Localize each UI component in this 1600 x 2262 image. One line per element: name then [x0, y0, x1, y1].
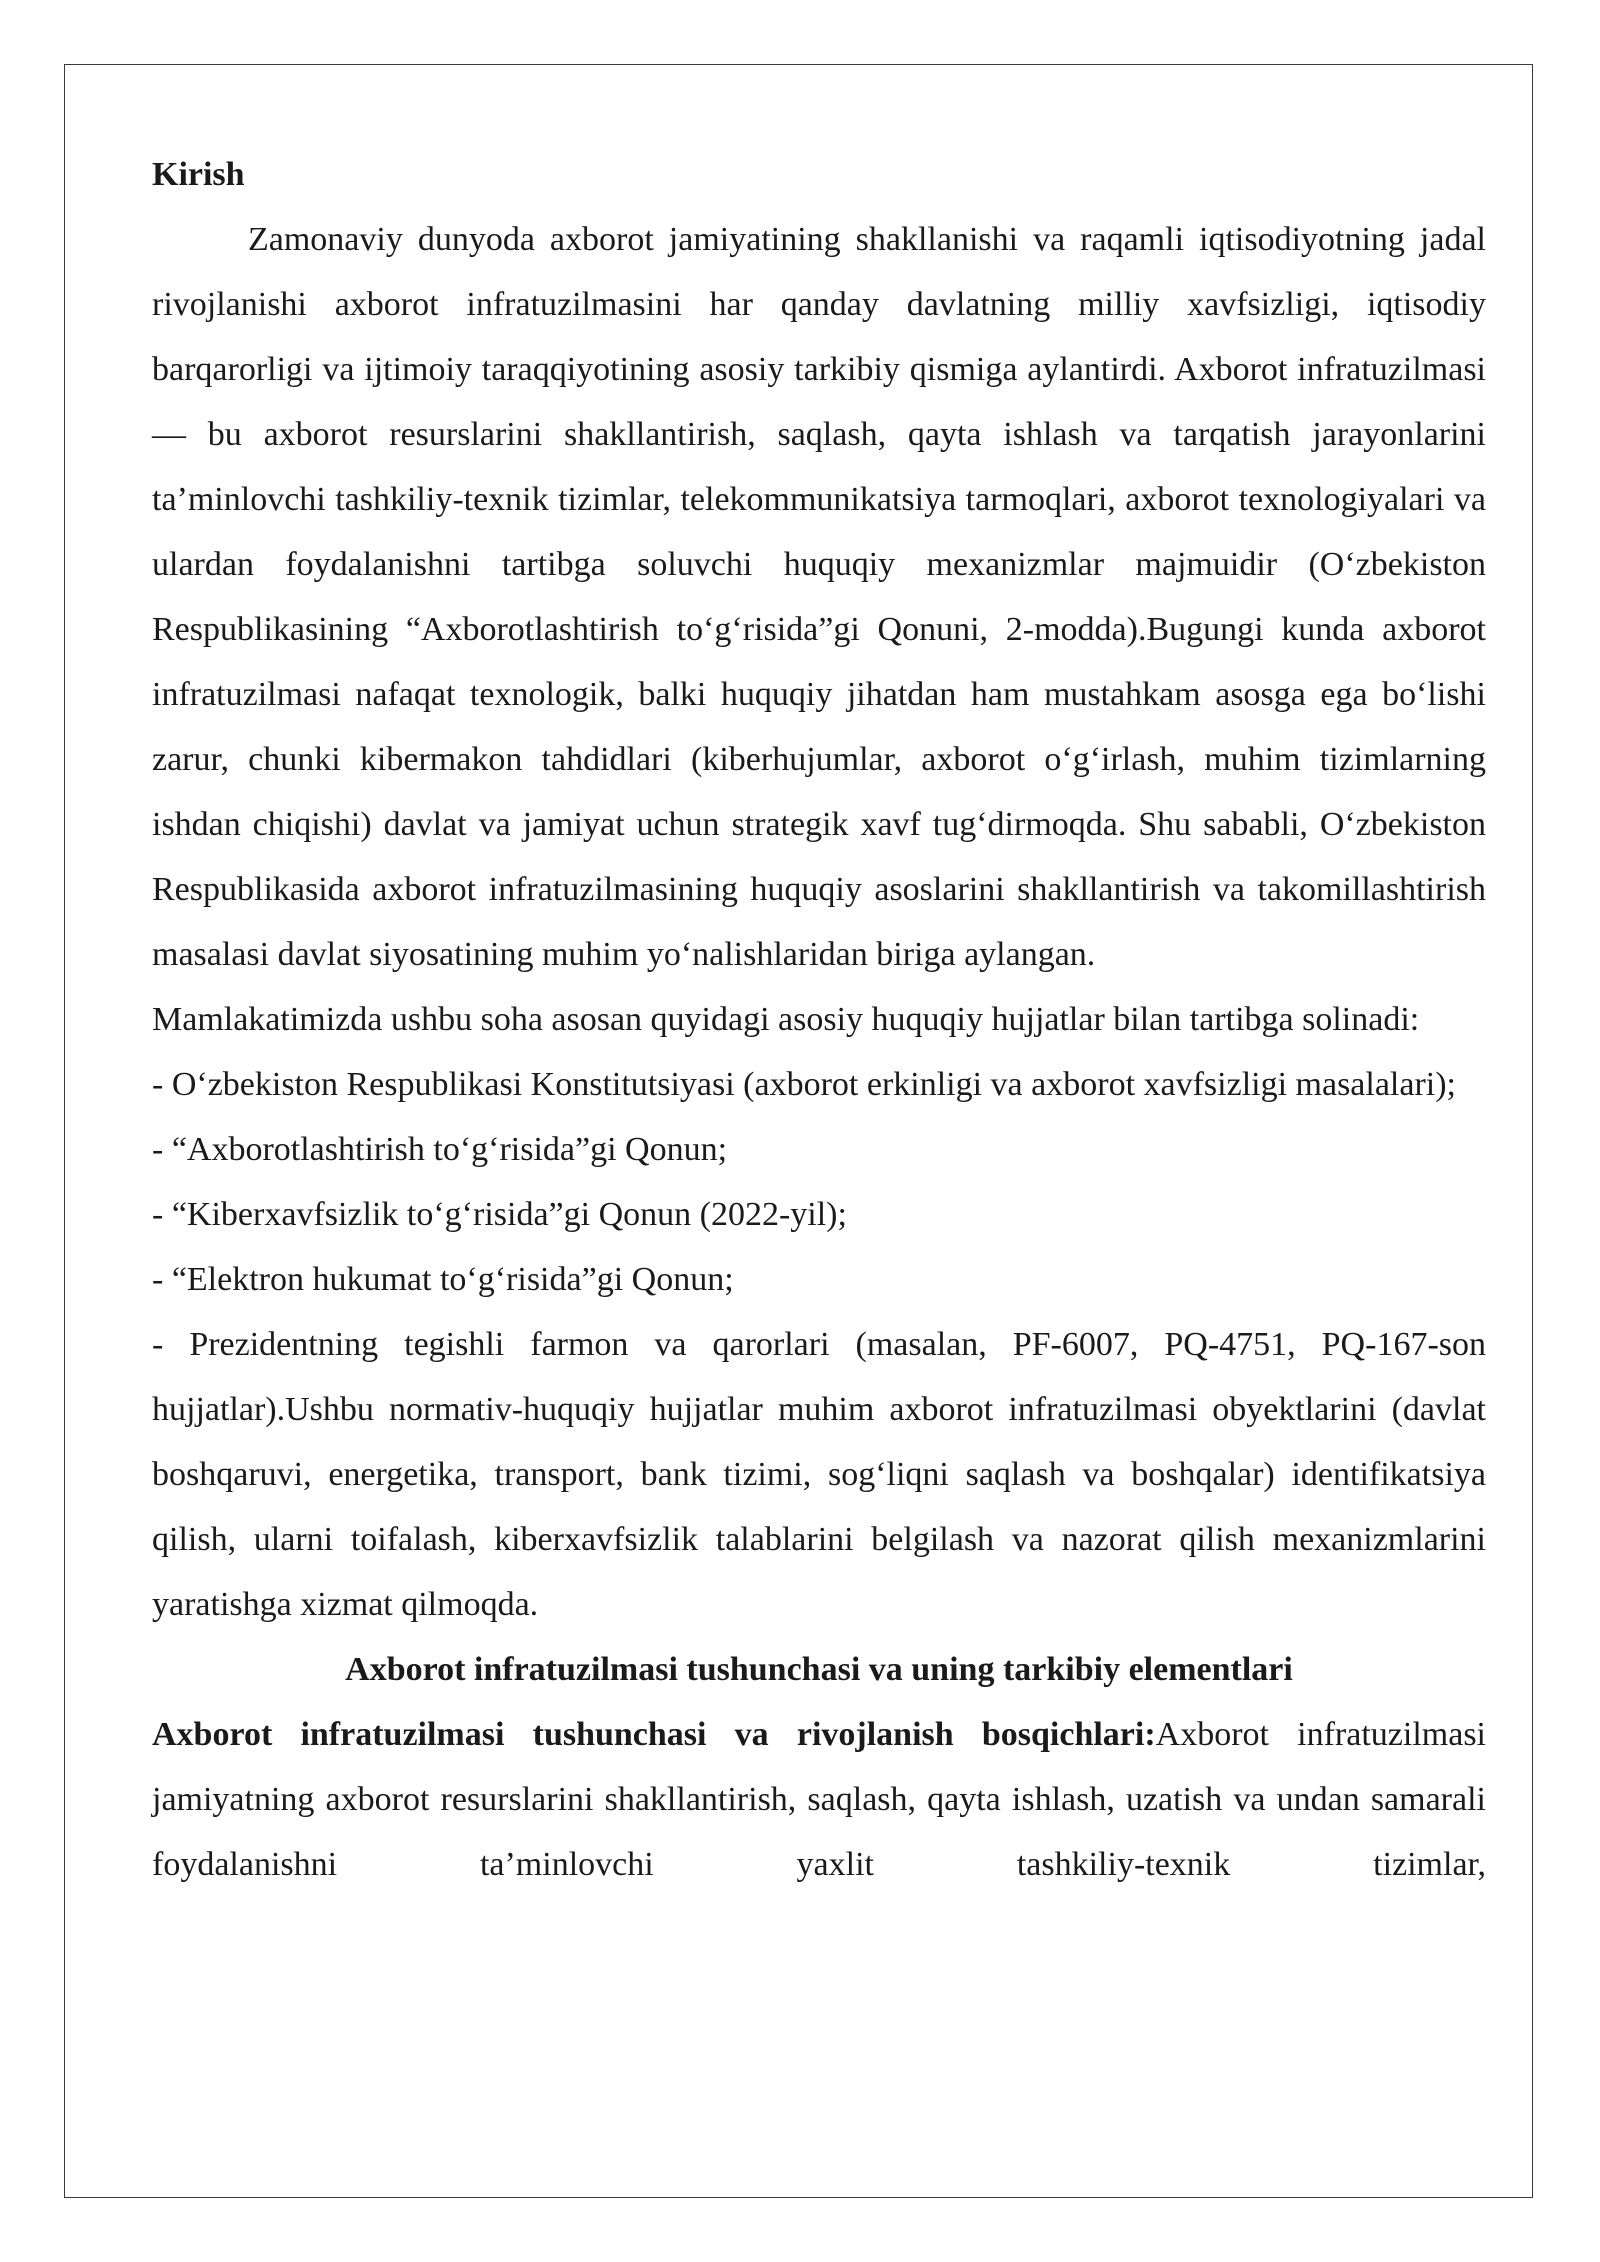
list-item: - O‘zbekiston Respublikasi Konstitutsiyasi (axborot erkinligi va axborot xavfsizligi masalalari);	[152, 1066, 1457, 1103]
list-item: - “Elektron hukumat to‘g‘risida”gi Qonun;	[152, 1261, 734, 1298]
list-item: - “Axborotlashtirish to‘g‘risida”gi Qonun;	[152, 1131, 728, 1168]
legal-intro-paragraph: Mamlakatimizda ushbu soha asosan quyidagi asosiy huquqiy hujjatlar bilan tartibga solinadi:	[152, 1001, 1420, 1038]
intro-paragraph: Zamonaviy dunyoda axborot jamiyatining shakllanishi va raqamli iqtisodiyotning jadal rivojlanishi axborot infratuzilmasini har qanday davlatning milliy xavfsizligi, iqtisodiy barqarorligi va ijtimoiy taraqqiyotining asosiy tarkibiy qismiga aylantirdi. Axborot infratuzilmasi — bu axborot resurslarini shakllantirish, saqlash, qayta ishlash va tarqatish jarayonlarini ta’minlovchi tashkiliy-texnik tizimlar, telekommunikatsiya tarmoqlari, axborot texnologiyalari va ulardan foydalanishni tartibga soluvchi huquqiy mexanizmlar majmuidir (O‘zbekiston Respublikasining “Axborotlashtirish to‘g‘risida”gi Qonuni, 2-modda).Bugungi kunda axborot infratuzilmasi nafaqat texnologik, balki huquqiy jihatdan ham mustahkam asosga ega bo‘lishi zarur, chunki kibermakon tahdidlari (kiberhujumlar, axborot o‘g‘irlash, muhim tizimlarning ishdan chiqishi) davlat va jamiyat uchun strategik xavf tug‘dirmoqda. Shu sababli, O‘zbekiston Respublikasida axborot infratuzilmasining huquqiy asoslarini shakllantirish va takomillashtirish masalasi davlat siyosatining muhim yo‘nalishlaridan biriga aylangan.	[152, 221, 1486, 973]
subsection-paragraph	[152, 1702, 1486, 1897]
subsection-lead: Axborot infratuzilmasi tushunchasi va rivojlanish bosqichlari:	[152, 1716, 1156, 1753]
intro-heading: Kirish	[152, 156, 245, 193]
list-item: - “Kiberxavfsizlik to‘g‘risida”gi Qonun (2022-yil);	[152, 1196, 847, 1233]
document-body	[152, 142, 1486, 1897]
list-item: - Prezidentning tegishli farmon va qarorlari (masalan, PF-6007, PQ-4751, PQ-167-son hujjatlar).Ushbu normativ-huquqiy hujjatlar muhim axborot infratuzilmasi obyektlarini (davlat boshqaruvi, energetika, transport, bank tizimi, sog‘liqni saqlash va boshqalar) identifikatsiya qilish, ularni toifalash, kiberxavfsizlik talablarini belgilash va nazorat qilish mexanizmlarini yaratishga xizmat qilmoqda.	[152, 1326, 1486, 1623]
section-heading: Axborot infratuzilmasi tushunchasi va uning tarkibiy elementlari	[345, 1651, 1293, 1688]
subsection-text: Axborot infratuzilmasi jamiyatning axborot resurslarini shakllantirish, saqlash, qayta ishlash, uzatish va undan samarali foydalanishni ta’minlovchi yaxlit tashkiliy-texnik tizimlar,	[152, 1716, 1486, 1883]
